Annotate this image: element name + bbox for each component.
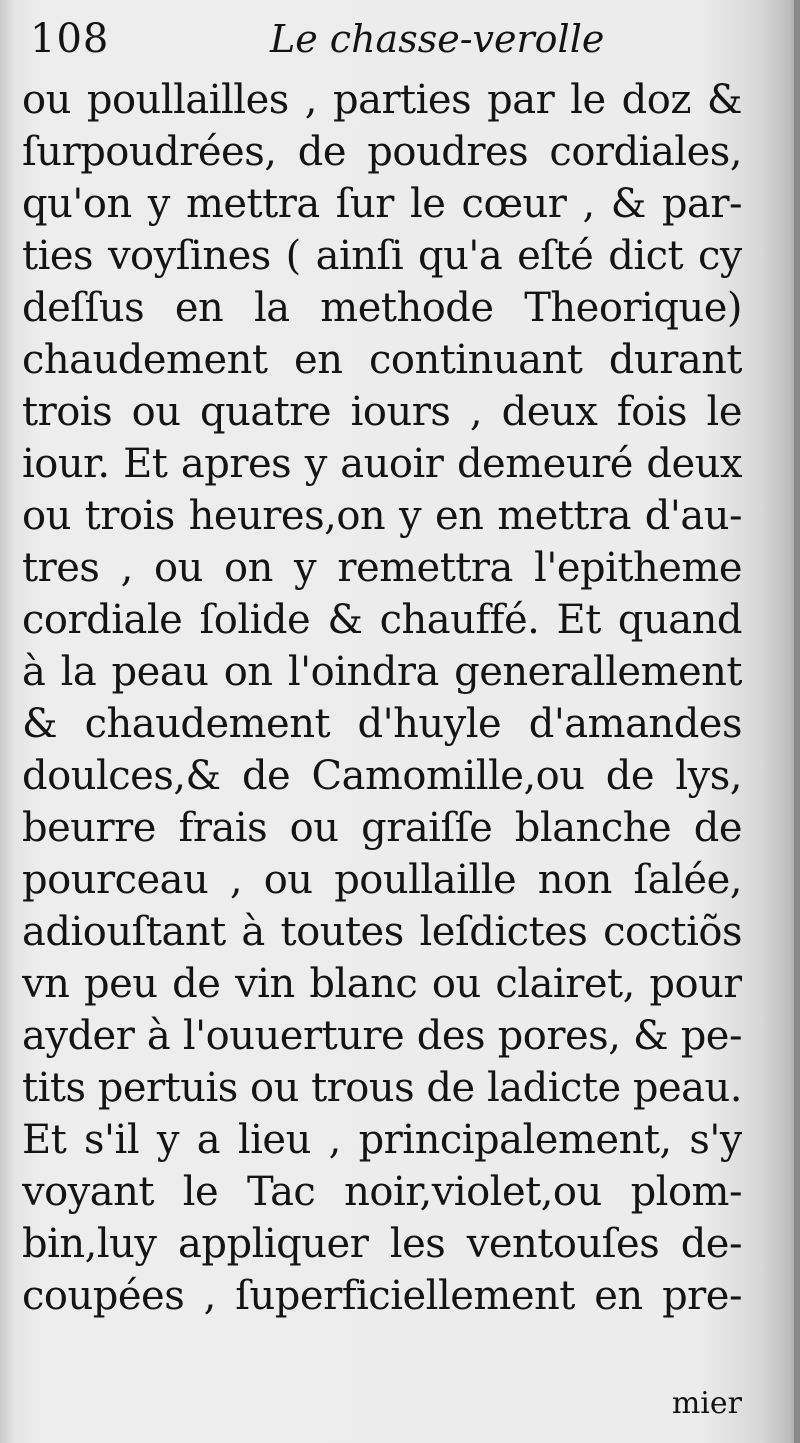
text-line: ties voyſines ( ainſi qu'a eſté dict cy <box>22 233 742 279</box>
text-line: ou trois heures,on y en mettra d'au- <box>22 493 742 539</box>
page-number: 108 <box>30 16 110 62</box>
text-line: doulces,& de Camomille,ou de lys, <box>22 753 742 799</box>
text-line: tres , ou on y remettra l'epitheme <box>22 545 742 591</box>
text-line: chaudement en continuant durant <box>22 337 742 383</box>
text-line: à la peau on l'oindra generallement <box>22 649 742 695</box>
text-line: pourceau , ou poullaille non ſalée, <box>22 857 742 903</box>
body-text <box>22 74 742 1322</box>
running-title: Le chasse-verolle <box>270 17 605 61</box>
text-line: ayder à l'ouuerture des pores, & pe- <box>22 1013 742 1059</box>
text-line: deſſus en la methode Theorique) <box>22 285 742 331</box>
text-line: adiouſtant à toutes leſdictes coctiõs <box>22 909 742 955</box>
text-line: ſurpoudrées, de poudres cordiales, <box>22 129 742 175</box>
text-line: cordiale ſolide & chauffé. Et quand <box>22 597 742 643</box>
text-line: ou poullailles , parties par le doz & <box>22 77 742 123</box>
catchword-row <box>22 1382 742 1426</box>
catchword: mier <box>671 1386 742 1421</box>
text-line: Et s'il y a lieu , principalement, s'y <box>22 1117 742 1163</box>
text-line: tits pertuis ou trous de ladicte peau. <box>22 1065 742 1111</box>
text-line: & chaudement d'huyle d'amandes <box>22 701 742 747</box>
page-header <box>30 14 750 64</box>
text-line: qu'on y mettra ſur le cœur , & par- <box>22 181 742 227</box>
text-line: trois ou quatre iours , deux fois le <box>22 389 742 435</box>
text-line: coupées , ſuperficiellement en pre- <box>22 1273 742 1319</box>
text-line: voyant le Tac noir,violet,ou plom- <box>22 1169 742 1215</box>
text-line: iour. Et apres y auoir demeuré deux <box>22 441 742 487</box>
page-edge-shadow <box>794 0 800 1443</box>
text-line: beurre frais ou graiſſe blanche de <box>22 805 742 851</box>
text-line: bin,luy appliquer les ventouſes de- <box>22 1221 742 1267</box>
text-line: vn peu de vin blanc ou clairet, pour <box>22 961 742 1007</box>
